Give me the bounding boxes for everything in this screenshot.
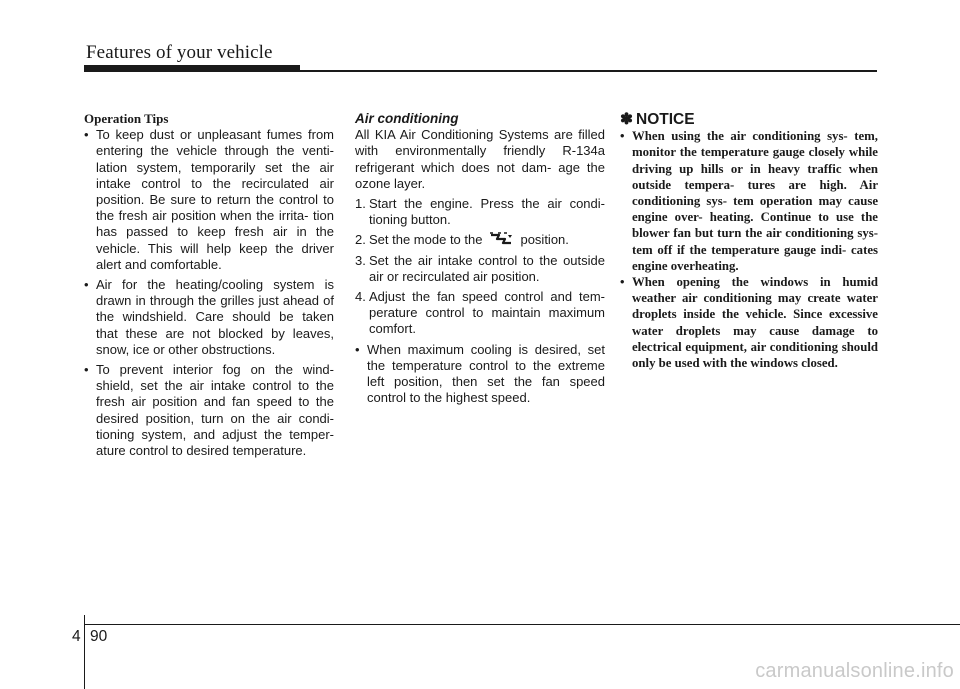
notice-heading: [620, 112, 878, 128]
operation-tip-item: • Air for the heating/cooling system is drawn in through the grilles just ahead of the windshield. Care should be taken that these are not blocked by leaves, snow, ice or other obstructions.: [84, 277, 334, 358]
operation-tip-item: • To keep dust or unpleasant fumes from entering the vehicle through the venti- lation system, temporarily set the air intake control to the recirculated air position. Be sure to return the control to the fresh air position when the irrita- tion has passed to keep fresh air in the vehicle. This will help keep the driver alert and comfortable.: [84, 127, 334, 273]
footer-divider: [84, 615, 85, 689]
operation-tips-heading: Operation Tips: [84, 111, 169, 126]
step-text: Set the mode to the: [369, 232, 483, 248]
watermark: carmanualsonline.info: [755, 660, 954, 682]
air-conditioning-heading: Air conditioning: [355, 111, 459, 126]
notice-star-icon: ✽: [620, 111, 633, 128]
step-number: 3.: [355, 252, 366, 268]
page-header-title: Features of your vehicle: [86, 42, 273, 63]
chapter-number: 4: [72, 628, 81, 645]
step-item: [355, 196, 605, 228]
operation-tips-section: [84, 111, 334, 463]
air-conditioning-intro: All KIA Air Conditioning Systems are filled with environmentally friendly R-134a refrigerant which does not dam- age the ozone layer.: [355, 127, 605, 191]
notice-list: [620, 128, 878, 371]
operation-tip-item: • To prevent interior fog on the wind- shield, set the air intake control to the fresh air position and fan speed to the desired position, turn on the air condi- tioning system, and adjust the temper- ature control to desired temperature.: [84, 362, 334, 459]
notice-heading-text: NOTICE: [636, 111, 695, 128]
notice-item: • When opening the windows in humid weather air conditioning may create water droplets inside the vehicle. Since excessive water droplets may cause damage to electrical equipment, air conditioning should only be used with the windows closed.: [620, 274, 878, 371]
step-text: position.: [520, 232, 569, 248]
step-number: 4.: [355, 289, 366, 305]
step-text: Set the air intake control to the outside air or recirculated air position.: [369, 252, 605, 284]
step-item: [355, 253, 605, 285]
step-text: Adjust the fan speed control and tem- perature control to maintain maximum comfort.: [369, 289, 605, 337]
operation-tips-list: [84, 127, 334, 459]
air-conditioning-bullets: [355, 342, 605, 407]
air-conditioning-section: [355, 111, 605, 410]
step-item: [355, 232, 605, 248]
notice-item: • When using the air conditioning sys- tem, monitor the temperature gauge closely while driving up hills or in heavy traffic when outside tempera- tures are high. Air conditioning sys- tem operation may cause engine over- heating. Continue to use the blower fan but turn the air conditioning sys- tem off if the temperature gauge indi- cates engine overheating.: [620, 128, 878, 274]
footer-rule: [84, 624, 960, 625]
step-number: 2.: [355, 232, 366, 248]
header-rule: [84, 70, 877, 72]
vent-mode-icon: [488, 232, 514, 246]
step-number: 1.: [355, 196, 366, 212]
notice-section: [620, 112, 878, 371]
step-item: [355, 289, 605, 338]
step-text: Start the engine. Press the air condi- tioning button.: [369, 196, 605, 228]
air-conditioning-steps: [355, 196, 605, 338]
air-conditioning-bullet: • When maximum cooling is desired, set the temperature control to the extreme left position, then set the fan speed control to the highest speed.: [355, 342, 605, 407]
page-number: 90: [90, 628, 108, 645]
